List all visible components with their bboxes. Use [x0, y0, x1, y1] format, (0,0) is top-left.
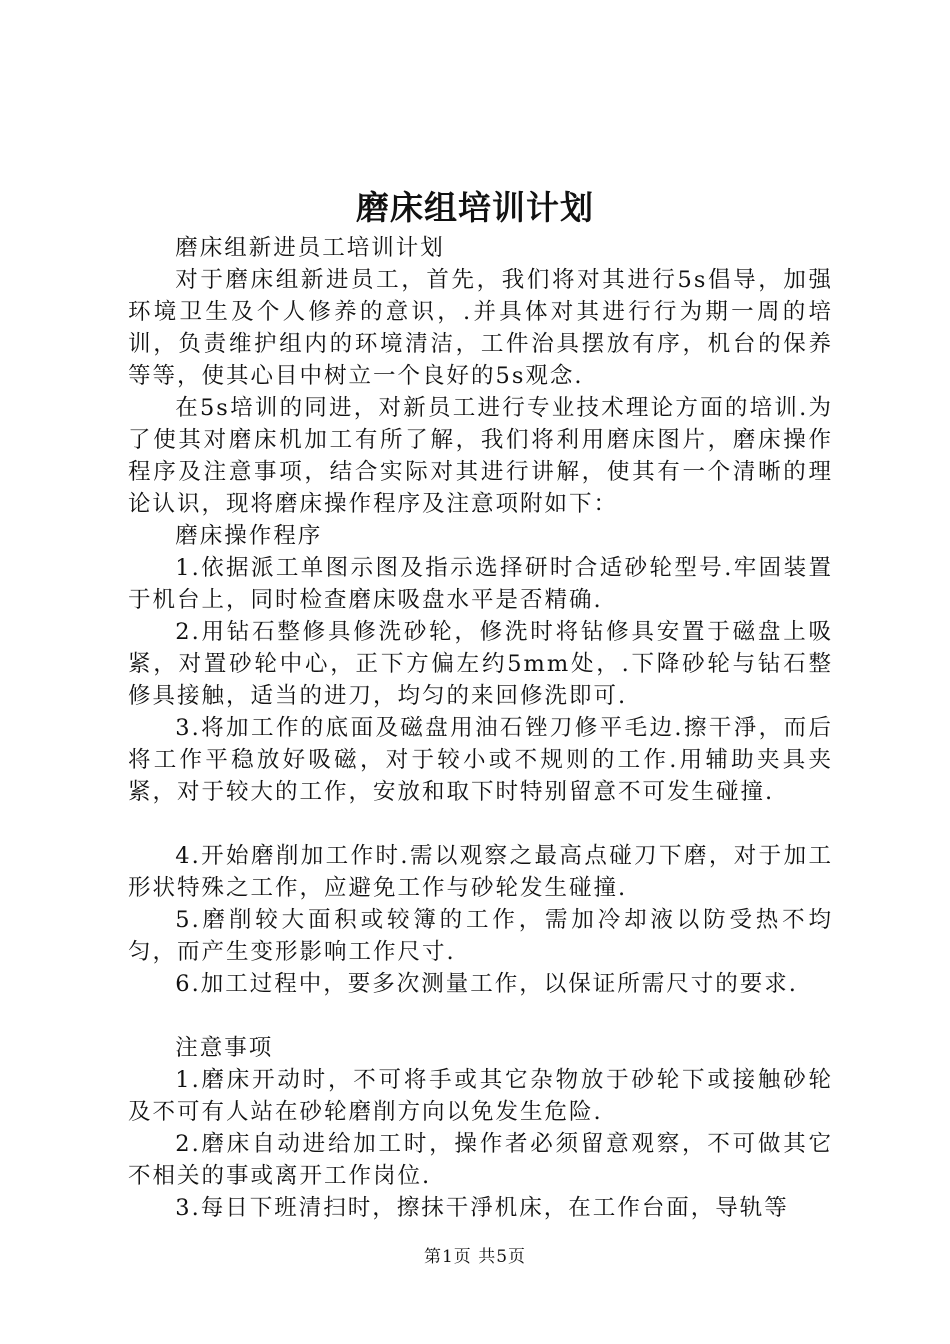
document-body — [128, 232, 833, 1224]
blank-line — [128, 1000, 833, 1032]
document-title: 磨床组培训计划 — [356, 188, 594, 227]
note-item-3: 3.每日下班清扫时，擦抹干淨机床，在工作台面，导轨等 — [175, 1195, 789, 1221]
section-heading-procedure: 磨床操作程序 — [175, 523, 323, 549]
procedure-step-4: 4.开始磨削加工作时.需以观察之最高点碰刀下磨，对于加工形状特殊之工作，应避免工作与砂轮发生碰撞. — [128, 843, 833, 901]
procedure-step-6: 6.加工过程中，要多次测量工作，以保证所需尺寸的要求. — [175, 971, 798, 997]
procedure-step-2: 2.用钻石整修具修洗砂轮，修洗时将钻修具安置于磁盘上吸紧，对置砂轮中心，正下方偏左约5mm处，.下降砂轮与钻石整修具接触，适当的进刀，均匀的来回修洗即可. — [128, 619, 833, 709]
subtitle-paragraph: 磨床组新进员工培训计划 — [175, 235, 445, 261]
note-item-2: 2.磨床自动进给加工时，操作者必须留意观察，不可做其它不相关的事或离开工作岗位. — [128, 1131, 833, 1189]
procedure-step-5: 5.磨削较大面积或较簿的工作，需加冷却液以防受热不均匀，而产生变形影响工作尺寸. — [128, 907, 833, 965]
paragraph-training: 在5s培训的同进，对新员工进行专业技术理论方面的培训.为了使其对磨床机加工有所了解，我们将利用磨床图片，磨床操作程序及注意事项，结合实际对其进行讲解，使其有一个清晰的理论认识，现将磨床操作程序及注意项附如下： — [128, 395, 833, 517]
blank-line — [128, 808, 833, 840]
paragraph-intro: 对于磨床组新进员工，首先，我们将对其进行5s倡导，加强环境卫生及个人修养的意识，.并具体对其进行行为期一周的培训，负责维护组内的环境清洁，工件治具摆放有序，机台的保养等等，使其心目中树立一个良好的5s观念. — [128, 267, 833, 389]
section-heading-notes: 注意事项 — [175, 1035, 274, 1061]
note-item-1: 1.磨床开动时，不可将手或其它杂物放于砂轮下或接触砂轮及不可有人站在砂轮磨削方向以免发生危险. — [128, 1067, 833, 1125]
procedure-step-1: 1.依据派工单图示图及指示选择研时合适砂轮型号.牢固装置于机台上，同时检查磨床吸盘水平是否精确. — [128, 555, 833, 613]
procedure-step-3: 3.将加工作的底面及磁盘用油石锉刀修平毛边.擦干淨，而后将工作平稳放好吸磁，对于较小或不规则的工作.用辅助夹具夹紧，对于较大的工作，安放和取下时特别留意不可发生碰撞. — [128, 715, 833, 805]
page-number-footer: 第1页 共5页 — [423, 1247, 527, 1267]
